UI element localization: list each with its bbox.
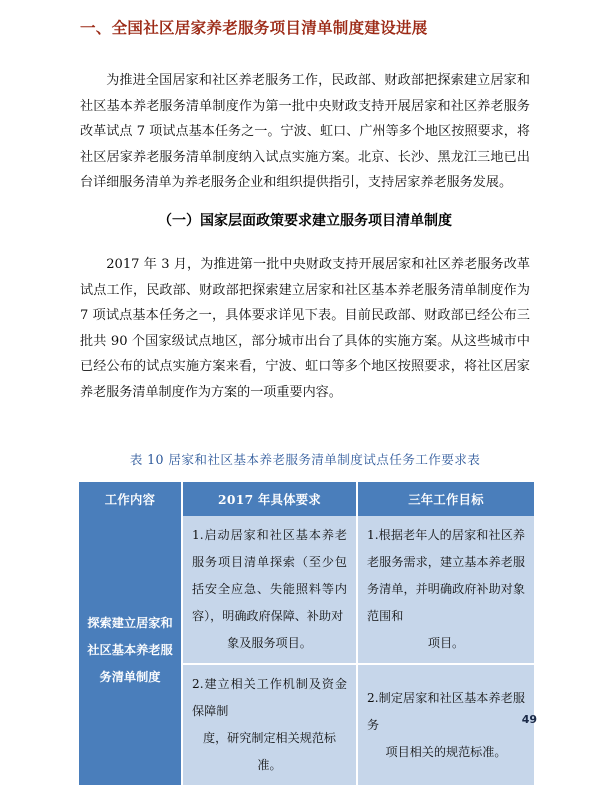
body-paragraph-2: 2017 年 3 月，为推进第一批中央财政支持开展居家和社区养老服务改革试点工作，民政部、财政部把探索建立居家和社区基本养老服务清单制度作为 7 项试点基本任务之一，具体要求详见下表。目前民政部、财政部已经公布三批共 90 个国家级试点地区，部分城市出台了具体的实施方案。从这些城市中已经公布的试点实施方案来看，宁波、虹口等多个地区按照要求，将社区居家养老服务清单制度作为方案的一项重要内容。 xyxy=(80,257,530,400)
requirements-table-wrapper xyxy=(79,482,534,785)
cell-text-last-line: 度，研究制定相关规范标准。 xyxy=(202,731,337,772)
column-header-work-content: 工作内容 xyxy=(79,482,183,516)
row-label-line-3: 务清单制度 xyxy=(99,670,161,684)
body-paragraph-1: 为推进全国居家和社区养老服务工作，民政部、财政部把探索建立居家和社区基本养老服务清单制度作为第一批中央财政支持开展居家和社区养老服务改革试点 7 项试点基本任务之一。宁波、虹口、广州等多个地区按照要求，将社区居家养老服务清单制度纳入试点实施方案。北京、长沙、黑龙江三地已出台详细服务清单为养老服务企业和组织提供指引，支持居家养老服务发展。 xyxy=(80,73,530,190)
cell-three-year-goal-2 xyxy=(358,665,534,785)
cell-2017-requirement-2 xyxy=(183,665,358,785)
cell-text: 2.建立相关工作机制及资金保障制 xyxy=(192,677,347,718)
table-row xyxy=(79,516,534,665)
cell-three-year-goal-1 xyxy=(358,516,534,665)
column-header-three-year-goal: 三年工作目标 xyxy=(358,482,534,516)
page-number: 49 xyxy=(521,713,537,726)
cell-text-last-line: 项目相关的规范标准。 xyxy=(385,744,507,759)
page-title: 一、全国社区居家养老服务项目清单制度建设进展 xyxy=(80,19,428,37)
table-header-row xyxy=(79,482,534,516)
row-label-line-2: 社区基本养老服 xyxy=(87,643,173,657)
requirements-table xyxy=(79,482,534,785)
cell-text: 2.制定居家和社区基本养老服务 xyxy=(367,690,525,732)
cell-text-last-line: 项目。 xyxy=(427,636,465,650)
table-caption: 表 10 居家和社区基本养老服务清单制度试点任务工作要求表 xyxy=(129,452,481,467)
cell-2017-requirement-1 xyxy=(183,516,358,665)
column-header-2017-requirements: 2017 年具体要求 xyxy=(183,482,358,516)
cell-text: 1.启动居家和社区基本养老服务项目清单探索（至少包括安全应急、失能照料等内容），明确政府保障、补助对 xyxy=(192,528,347,623)
cell-text: 1.根据老年人的居家和社区养老服务需求，建立基本养老服务清单，并明确政府补助对象范围和 xyxy=(367,528,525,623)
row-label-line-1: 探索建立居家和 xyxy=(87,616,173,630)
row-label-cell xyxy=(79,516,183,785)
cell-text-last-line: 象及服务项目。 xyxy=(227,636,312,650)
section-heading: （一）国家层面政策要求建立服务项目清单制度 xyxy=(158,213,452,229)
